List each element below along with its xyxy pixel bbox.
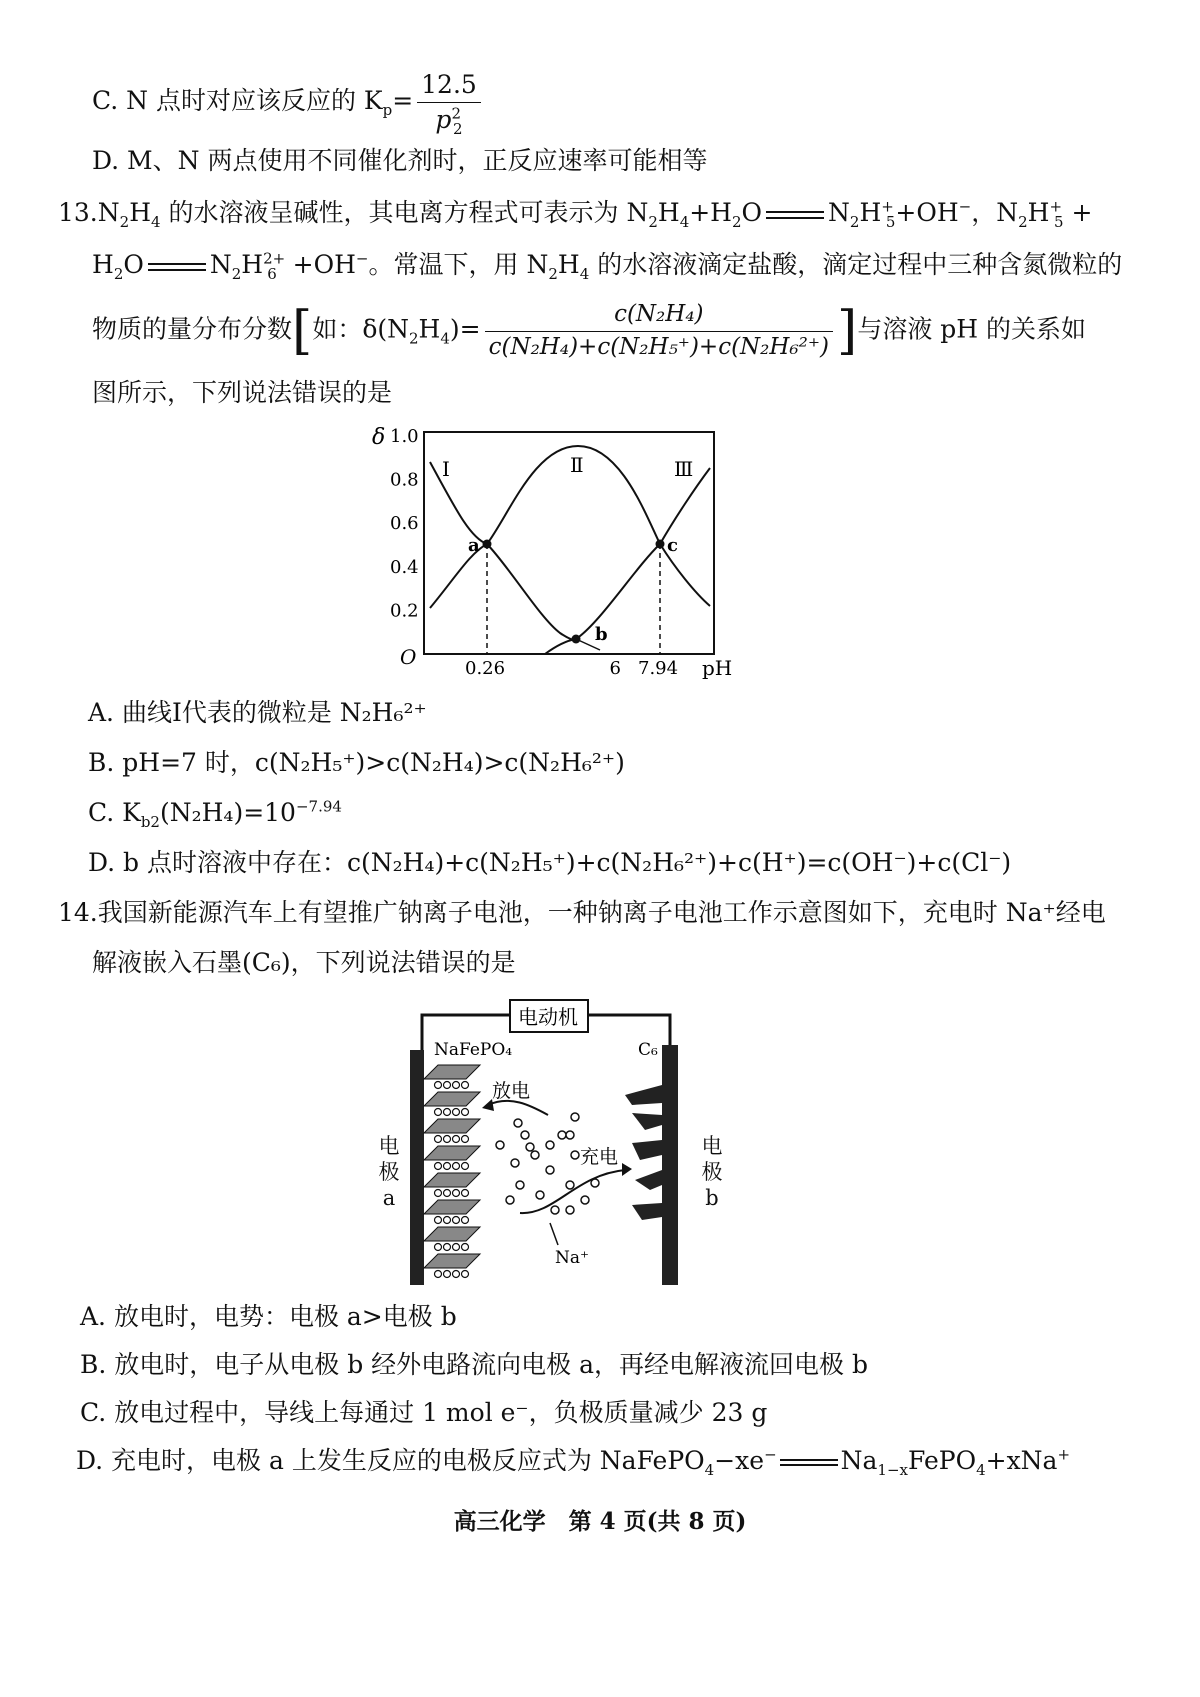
intercalated-ion bbox=[444, 1190, 451, 1197]
nafepo4-slab bbox=[424, 1065, 480, 1079]
kp-fraction: $\frac{12.5}{p^2_2}$ bbox=[417, 70, 481, 135]
x-axis-label: pH bbox=[702, 656, 733, 680]
intercalated-ion bbox=[453, 1109, 460, 1116]
intercalated-ion bbox=[444, 1271, 451, 1278]
intercalated-ion bbox=[444, 1109, 451, 1116]
ion-pointer bbox=[550, 1223, 558, 1245]
y-tick-label: 0.8 bbox=[390, 469, 419, 491]
curve-I bbox=[430, 462, 576, 642]
intercalated-ion bbox=[444, 1163, 451, 1170]
point-a bbox=[483, 540, 492, 549]
point-c bbox=[656, 540, 665, 549]
motor-label: 电动机 bbox=[518, 1005, 578, 1029]
nafepo4-slab bbox=[424, 1092, 480, 1106]
equals-arrow bbox=[780, 1458, 838, 1468]
y-tick-label: 1.0 bbox=[390, 426, 419, 447]
graphite-layers bbox=[625, 1085, 662, 1220]
point-b bbox=[572, 635, 581, 644]
q13-option-c: C. $K_{b2}(N_2H_4)=10^{-7.94}$ bbox=[88, 797, 342, 831]
na-ion bbox=[566, 1181, 574, 1189]
intercalated-ion bbox=[453, 1163, 460, 1170]
electrode-a-plate bbox=[410, 1050, 424, 1285]
na-ion bbox=[516, 1181, 524, 1189]
na-ion bbox=[551, 1206, 559, 1214]
y-tick-label: 0.2 bbox=[390, 600, 419, 622]
na-ion bbox=[581, 1196, 589, 1204]
intercalated-ion bbox=[435, 1190, 442, 1197]
y-tick-label: 0.4 bbox=[390, 556, 419, 578]
na-ion bbox=[536, 1191, 544, 1199]
intercalated-ion bbox=[462, 1109, 469, 1116]
x-tick-label: 7.94 bbox=[638, 658, 679, 679]
nafepo4-slab bbox=[424, 1119, 480, 1133]
na-ion bbox=[566, 1131, 574, 1139]
q13-stem-line2: $H_2O$ $N_2H^{2+}_6 +OH^-$。常温下，用 $N_2H_4$ 的水溶液滴定盐酸，滴定过程中三种含氮微粒的 bbox=[92, 249, 1123, 283]
intercalated-ion bbox=[453, 1271, 460, 1278]
nafepo4-slab bbox=[424, 1146, 480, 1160]
x-tick-label: 6 bbox=[609, 658, 621, 679]
intercalated-ion bbox=[462, 1082, 469, 1089]
discharge-arrow bbox=[488, 1101, 548, 1115]
q13-option-d: D. b 点时溶液中存在：c(N₂H₄)+c(N₂H₅⁺)+c(N₂H₆²⁺)+c(H⁺)=c(OH⁻)+c(Cl⁻) bbox=[88, 848, 1012, 877]
y-tick-label: 0.6 bbox=[390, 513, 419, 535]
q13-stem-line4: 图所示，下列说法错误的是 bbox=[92, 378, 393, 407]
x-tick-label: 0.26 bbox=[465, 658, 506, 679]
na-ion bbox=[521, 1131, 529, 1139]
intercalated-ion bbox=[444, 1082, 451, 1089]
na-ion bbox=[531, 1151, 539, 1159]
intercalated-ion bbox=[453, 1217, 460, 1224]
intercalated-ion bbox=[435, 1082, 442, 1089]
na-ion bbox=[526, 1143, 534, 1151]
nafepo4-layers bbox=[424, 1065, 480, 1278]
nafepo4-slab bbox=[424, 1200, 480, 1214]
q14-option-d: D. 充电时，电极 a 上发生反应的电极反应式为 NaFePO$_4$−xe− $Na_{1-x}FePO_4+xNa^+$ bbox=[76, 1445, 1071, 1479]
intercalated-ion bbox=[453, 1244, 460, 1251]
na-ion bbox=[571, 1151, 579, 1159]
q14-option-b: B. 放电时，电子从电极 b 经外电路流向电极 a，再经电解液流回电极 b bbox=[80, 1350, 868, 1379]
na-ion bbox=[571, 1113, 579, 1121]
q14-option-c: C. 放电过程中，导线上每通过 1 mol e⁻，负极质量减少 23 g bbox=[80, 1398, 768, 1427]
na-ion bbox=[511, 1159, 519, 1167]
intercalated-ion bbox=[444, 1244, 451, 1251]
na-ion bbox=[566, 1206, 574, 1214]
point-b-label: b bbox=[595, 624, 608, 645]
electrode-b-label: 电 极 b bbox=[701, 1134, 723, 1210]
intercalated-ion bbox=[462, 1163, 469, 1170]
na-ion bbox=[558, 1131, 566, 1139]
electrode-b-plate bbox=[662, 1045, 678, 1285]
series-I-label: Ⅰ bbox=[442, 457, 450, 481]
intercalated-ion bbox=[453, 1190, 460, 1197]
q13-stem-line3: 物质的量分布分数[如：$\delta(N_2H_4)=$ $\frac{\text{c(N₂H₄)}}{\text{c(N₂H₄)+c(N₂H₅⁺)+c(N₂H₆²⁺)}}$ ]与溶液 pH 的关系如 bbox=[92, 301, 1087, 361]
intercalated-ion bbox=[435, 1271, 442, 1278]
q14-stem-line1: 14.我国新能源汽车上有望推广钠离子电池，一种钠离子电池工作示意图如下，充电时 Na⁺经电 bbox=[58, 898, 1106, 927]
curve-III bbox=[545, 468, 710, 654]
discharge-label: 放电 bbox=[492, 1080, 531, 1102]
nafepo4-slab bbox=[424, 1254, 480, 1268]
intercalated-ion bbox=[435, 1244, 442, 1251]
na-ion bbox=[546, 1166, 554, 1174]
q14-option-a: A. 放电时，电势：电极 a>电极 b bbox=[80, 1302, 457, 1331]
intercalated-ion bbox=[435, 1109, 442, 1116]
charge-label: 充电 bbox=[580, 1146, 619, 1168]
equilibrium-arrow bbox=[148, 260, 206, 274]
intercalated-ion bbox=[453, 1082, 460, 1089]
point-c-label: c bbox=[667, 535, 678, 556]
intercalated-ion bbox=[462, 1190, 469, 1197]
q13-option-a: A. 曲线Ⅰ代表的微粒是 N₂H₆²⁺ bbox=[88, 698, 427, 727]
nafepo4-slab bbox=[424, 1227, 480, 1241]
equilibrium-arrow bbox=[766, 208, 824, 222]
electrode-a-label: 电 极 a bbox=[378, 1134, 400, 1210]
ion-label: Na⁺ bbox=[555, 1248, 589, 1268]
series-II-label: Ⅱ bbox=[570, 453, 584, 477]
origin-label: O bbox=[400, 645, 417, 669]
intercalated-ion bbox=[444, 1136, 451, 1143]
intercalated-ion bbox=[435, 1136, 442, 1143]
intercalated-ion bbox=[462, 1136, 469, 1143]
distribution-chart bbox=[360, 418, 760, 688]
point-a-label: a bbox=[468, 535, 480, 556]
q12-option-d: D. M、N 两点使用不同催化剂时，正反应速率可能相等 bbox=[92, 146, 708, 175]
intercalated-ion bbox=[462, 1244, 469, 1251]
intercalated-ion bbox=[444, 1217, 451, 1224]
intercalated-ion bbox=[435, 1163, 442, 1170]
q13-option-b: B. pH=7 时，c(N₂H₅⁺)>c(N₂H₄)>c(N₂H₆²⁺) bbox=[88, 748, 625, 777]
series-III-label: Ⅲ bbox=[674, 457, 694, 481]
y-axis-label: δ bbox=[372, 425, 386, 450]
na-ion bbox=[496, 1141, 504, 1149]
intercalated-ion bbox=[453, 1136, 460, 1143]
nafepo4-slab bbox=[424, 1173, 480, 1187]
intercalated-ion bbox=[462, 1271, 469, 1278]
na-ion bbox=[514, 1119, 522, 1127]
q13-stem-line1: $13.N_2H_4$ 的水溶液呈碱性，其电离方程式可表示为 $N_2H_4+H_2O$ $N_2H^+_5+OH^-$，$N_2H^+_5$ + bbox=[58, 197, 1093, 231]
charge-arrowhead bbox=[622, 1163, 632, 1176]
q14-stem-line2: 解液嵌入石墨(C₆)，下列说法错误的是 bbox=[92, 948, 516, 977]
intercalated-ion bbox=[462, 1217, 469, 1224]
delta-fraction: $\frac{\text{c(N₂H₄)}}{\text{c(N₂H₄)+c(N₂H₅⁺)+c(N₂H₆²⁺)}}$ bbox=[485, 301, 833, 361]
right-material-label: C₆ bbox=[638, 1040, 658, 1060]
na-ion bbox=[546, 1141, 554, 1149]
na-ion bbox=[506, 1196, 514, 1204]
q12-option-c: C. N 点时对应该反应的 $K_p=$ $\frac{12.5}{p^2_2}$ bbox=[92, 70, 485, 135]
page-footer: 高三化学 第 4 页(共 8 页) bbox=[453, 1508, 747, 1535]
intercalated-ion bbox=[435, 1217, 442, 1224]
left-material-label: NaFePO₄ bbox=[434, 1040, 513, 1060]
